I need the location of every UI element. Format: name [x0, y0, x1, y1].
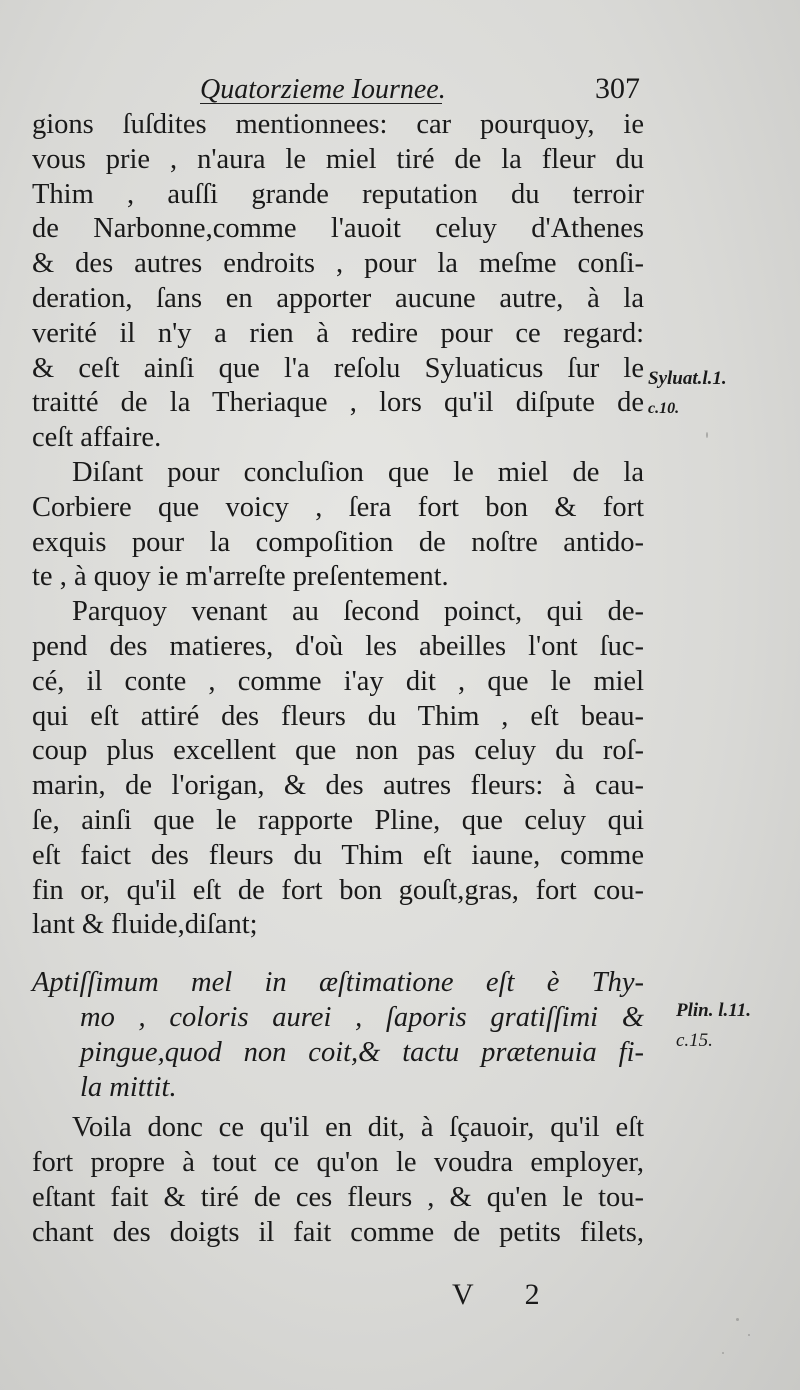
- text-line: & des autres endroits , pour la meſme conſi-: [32, 248, 644, 280]
- text-line: exquis pour la compoſition de noſtre antido-: [32, 526, 644, 558]
- quote-line: pingue,quod non coit,& tactu prætenuia fi-: [80, 1037, 644, 1069]
- text-line: fort propre à tout ce qu'on le voudra employer,: [32, 1146, 644, 1178]
- text-line: & ceſt ainſi que l'a reſolu Syluaticus ſur le: [32, 352, 644, 384]
- paper-speck: [706, 432, 708, 438]
- marginal-note-sylvaticus-chapter: c.10.: [648, 400, 680, 417]
- text-line: Thim , auſſi grande reputation du terroir: [32, 178, 644, 210]
- spacer: [32, 943, 644, 965]
- signature-mark: V 2: [452, 1278, 562, 1311]
- text-line: traitté de la Theriaque , lors qu'il diſpute de: [32, 387, 644, 419]
- text-line: ſe, ainſi que le rapporte Pline, que celuy qui: [32, 804, 644, 836]
- text-line: vous prie , n'aura le miel tiré de la fleur du: [32, 143, 644, 175]
- text-line: pend des matieres, d'où les abeilles l'ont ſuc-: [32, 630, 644, 662]
- text-line: verité il n'y a rien à redire pour ce regard:: [32, 317, 644, 349]
- text-line: fin or, qu'il eſt de fort bon gouſt,gras, fort cou-: [32, 874, 644, 906]
- text-line: coup plus excellent que non pas celuy du roſ-: [32, 735, 644, 767]
- paper-speck: [722, 1352, 724, 1354]
- marginal-note-sylvaticus: Syluat.l.1.: [648, 368, 727, 389]
- text-line: de Narbonne,comme l'auoit celuy d'Athenes: [32, 213, 644, 245]
- quote-line: mo , coloris aurei , ſaporis gratiſſimi &: [80, 1002, 644, 1034]
- text-line: gions ſuſdites mentionnees: car pourquoy, ie: [32, 109, 644, 140]
- running-title: Quatorzieme Iournee.: [200, 74, 446, 105]
- paragraph-3: [32, 595, 644, 943]
- text-line: chant des doigts il fait comme de petits filets,: [32, 1216, 644, 1248]
- text-line: Voila donc ce qu'il en dit, à ſçauoir, qu'il eſt: [72, 1112, 644, 1144]
- text-line: Diſant pour concluſion que le miel de la: [72, 456, 644, 488]
- body-text: [32, 108, 644, 1250]
- quote-line: Aptiſſimum mel in æſtimatione eſt è Thy-: [32, 967, 644, 999]
- text-line: deration, ſans en apporter aucune autre, à la: [32, 282, 644, 314]
- paper-speck: [736, 1318, 739, 1321]
- text-line: marin, de l'origan, & des autres fleurs: à cau-: [32, 770, 644, 802]
- paragraph-1: [32, 108, 644, 456]
- latin-quotation: [32, 965, 644, 1105]
- text-line: te , à quoy ie m'arreſte preſentement.: [32, 561, 449, 593]
- quote-line: la mittit.: [80, 1072, 177, 1104]
- text-line: eſtant fait & tiré de ces fleurs , & qu'en le tou-: [32, 1181, 644, 1213]
- marginal-note-pliny-chapter: c.15.: [676, 1030, 713, 1051]
- text-line: ceſt affaire.: [32, 422, 162, 454]
- text-line: lant & fluide,diſant;: [32, 909, 258, 941]
- page-number: 307: [595, 72, 640, 105]
- text-line: Corbiere que voicy , ſera fort bon & fort: [32, 491, 644, 523]
- text-line: cé, il conte , comme i'ay dit , que le miel: [32, 665, 644, 697]
- paper-speck: [748, 1334, 750, 1336]
- text-line: Parquoy venant au ſecond poinct, qui de-: [72, 596, 644, 628]
- text-line: eſt faict des fleurs du Thim eſt iaune, comme: [32, 839, 644, 871]
- marginal-note-pliny: Plin. l.11.: [676, 1000, 751, 1021]
- paragraph-4: [32, 1111, 644, 1250]
- paragraph-2: [32, 456, 644, 595]
- text-line: qui eſt attiré des fleurs du Thim , eſt beau-: [32, 700, 644, 732]
